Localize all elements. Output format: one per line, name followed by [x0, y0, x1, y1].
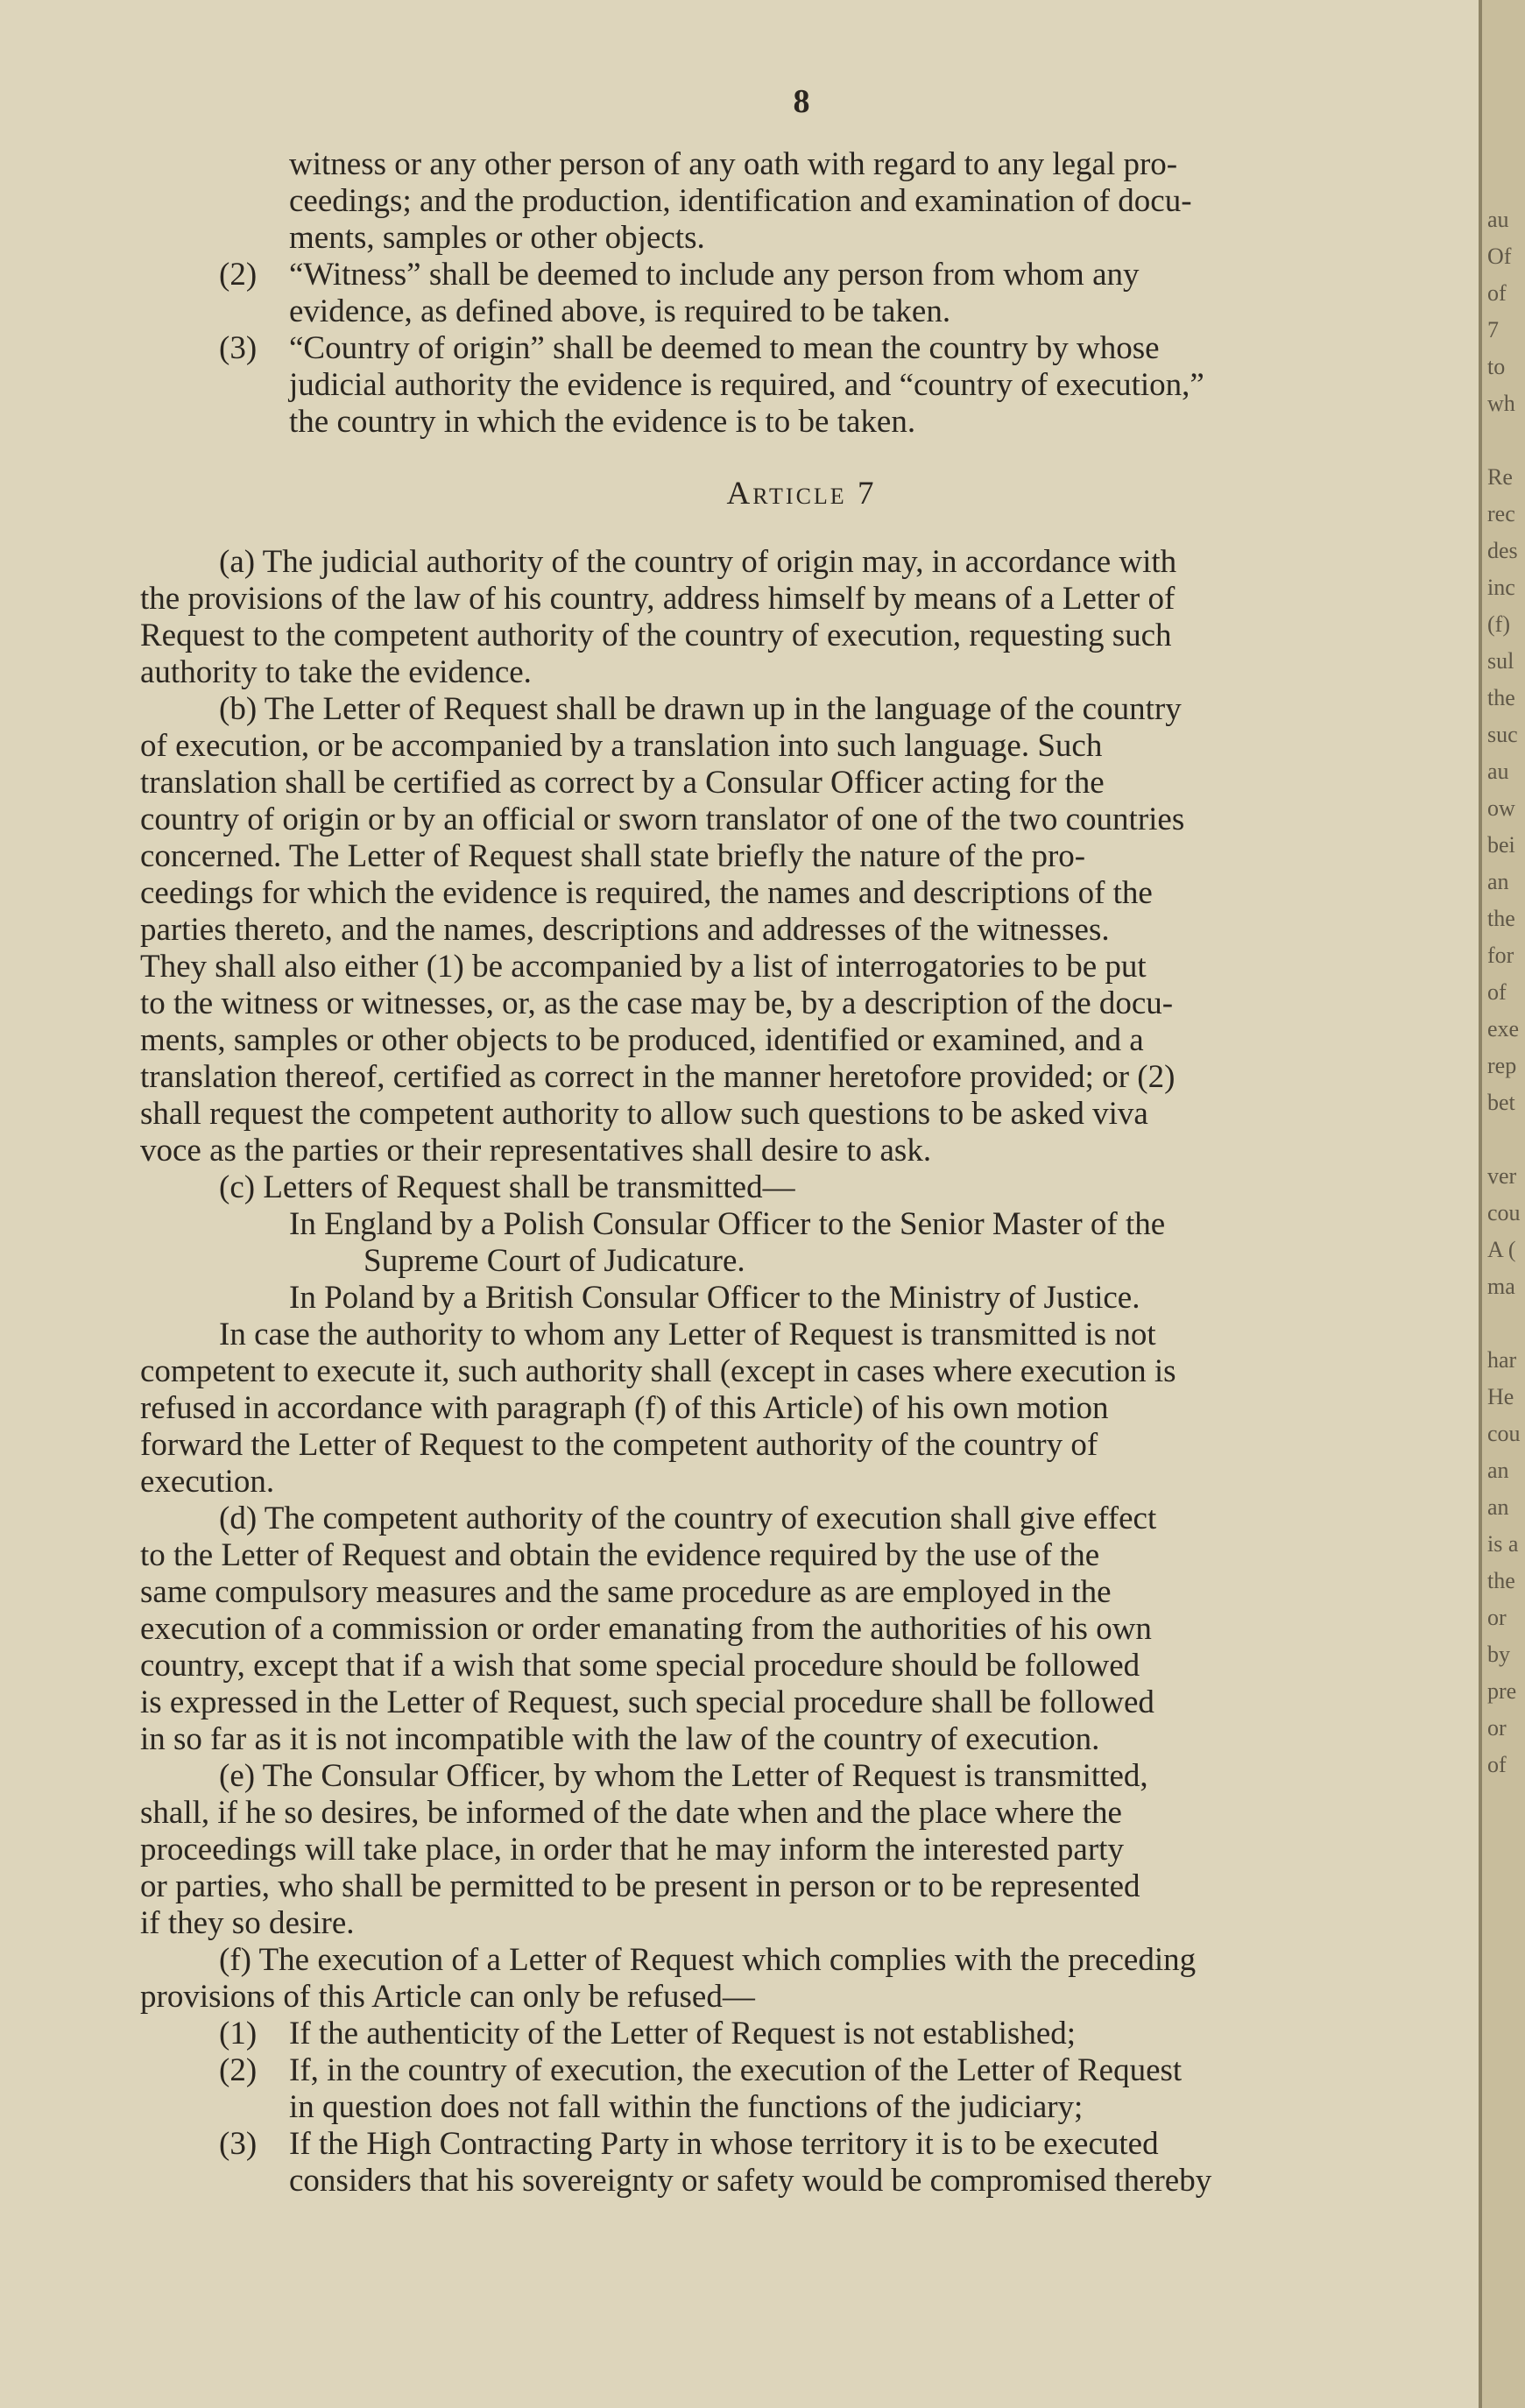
adjacent-page-fragment: bet: [1487, 1090, 1515, 1115]
adjacent-page-fragment: cou: [1487, 1421, 1521, 1446]
text-line: to the Letter of Request and obtain the evidence required by the use of the: [140, 1537, 1100, 1573]
adjacent-page-fragment: [1482, 1121, 1525, 1158]
adjacent-page-fragment: rep: [1487, 1053, 1517, 1078]
paragraph-d: [140, 1501, 1463, 1758]
adjacent-page-fragment: by: [1487, 1642, 1510, 1667]
text-line: “Country of origin” shall be deemed to mean the country by whose: [289, 330, 1160, 366]
adjacent-page-fragment: ma: [1487, 1274, 1515, 1299]
text-line: the provisions of the law of his country, address himself by means of a Letter of: [140, 581, 1176, 617]
adjacent-page-fragment: ow: [1487, 795, 1515, 821]
text-line: ceedings; and the production, identification and examination of docu-: [289, 183, 1192, 219]
adjacent-page-fragment: an: [1487, 1458, 1509, 1483]
text-line: parties thereto, and the names, descriptions and addresses of the witnesses.: [140, 912, 1110, 948]
adjacent-page-fragment: pre: [1487, 1678, 1517, 1704]
text-line: forward the Letter of Request to the competent authority of the country of: [140, 1427, 1098, 1463]
text-line: shall, if he so desires, be informed of the date when and the place where the: [140, 1795, 1122, 1831]
text-line: concerned. The Letter of Request shall state briefly the nature of the pro-: [140, 838, 1086, 874]
text-line: In England by a Polish Consular Officer to the Senior Master of the: [289, 1206, 1166, 1242]
adjacent-page-fragment: exe: [1487, 1016, 1520, 1042]
text-line: authority to take the evidence.: [140, 654, 532, 690]
adjacent-page-fragment: the: [1487, 906, 1515, 931]
definition-2: [140, 257, 1463, 330]
text-line: country, except that if a wish that some special procedure should be followed: [140, 1648, 1140, 1684]
adjacent-page-fragment: sul: [1487, 648, 1514, 674]
text-line: in so far as it is not incompatible with the law of the country of execution.: [140, 1721, 1100, 1757]
text-line: If the High Contracting Party in whose territory it is to be executed: [289, 2126, 1159, 2162]
text-line: the country in which the evidence is to be taken.: [289, 404, 916, 440]
adjacent-page-fragment: to: [1487, 354, 1506, 379]
text-line: competent to execute it, such authority shall (except in cases where execution is: [140, 1353, 1176, 1389]
text-line: Request to the competent authority of the country of execution, requesting such: [140, 618, 1172, 653]
text-line: provisions of this Article can only be refused—: [140, 1979, 755, 2015]
adjacent-page-fragment: suc: [1487, 722, 1518, 747]
text-line: “Witness” shall be deemed to include any person from whom any: [289, 257, 1140, 293]
text-line: Supreme Court of Judicature.: [364, 1243, 745, 1279]
adjacent-page-fragment: au: [1487, 207, 1509, 232]
text-line: (d) The competent authority of the country of execution shall give effect: [219, 1501, 1157, 1536]
adjacent-page-fragment: cou: [1487, 1200, 1521, 1225]
adjacent-page-fragment: inc: [1487, 575, 1515, 600]
adjacent-page-fragment: har: [1487, 1347, 1517, 1373]
text-line: (a) The judicial authority of the country of origin may, in accordance with: [219, 544, 1177, 580]
paragraph-a: [140, 544, 1463, 691]
adjacent-page-fragment: or: [1487, 1605, 1507, 1630]
text-line: translation thereof, certified as correct in the manner heretofore provided; or (2): [140, 1059, 1176, 1095]
adjacent-page-fragment: bei: [1487, 832, 1515, 858]
item-number: (3): [219, 2126, 258, 2162]
paragraph-b: [140, 691, 1463, 1169]
text-line: execution.: [140, 1464, 275, 1500]
text-line: (f) The execution of a Letter of Request which complies with the preceding: [219, 1942, 1197, 1978]
continuation-text: [140, 146, 1463, 257]
text-line: evidence, as defined above, is required to be taken.: [289, 293, 951, 329]
adjacent-page-fragment: or: [1487, 1715, 1507, 1741]
adjacent-page-fragment: Re: [1487, 464, 1513, 490]
adjacent-page-fragment: [1482, 422, 1525, 459]
text-line: translation shall be certified as correct by a Consular Officer acting for the: [140, 765, 1105, 801]
refusal-list: [140, 2016, 1463, 2200]
adjacent-page-fragment: He: [1487, 1384, 1514, 1409]
paragraph-c: [140, 1169, 1463, 1501]
text-line: voce as the parties or their representatives shall desire to ask.: [140, 1133, 932, 1169]
adjacent-page-fragment: ver: [1487, 1163, 1517, 1189]
adjacent-page-fragment: Of: [1487, 244, 1512, 269]
adjacent-page-fragment: au: [1487, 759, 1509, 784]
text-line: In case the authority to whom any Letter of Request is transmitted is not: [219, 1317, 1156, 1352]
text-line: ceedings for which the evidence is required, the names and descriptions of the: [140, 875, 1153, 911]
adjacent-page-fragment: wh: [1487, 391, 1515, 416]
text-line: in question does not fall within the functions of the judiciary;: [289, 2089, 1084, 2125]
item-number: (2): [219, 2052, 258, 2088]
page-text: [140, 83, 1463, 2200]
text-line: country of origin or by an official or sworn translator of one of the two countries: [140, 801, 1185, 837]
item-number: (1): [219, 2016, 258, 2051]
text-line: to the witness or witnesses, or, as the case may be, by a description of the docu-: [140, 985, 1174, 1021]
adjacent-page-fragment: the: [1487, 1568, 1515, 1593]
text-line: (c) Letters of Request shall be transmitted—: [219, 1169, 795, 1205]
adjacent-page-fragment: of: [1487, 280, 1507, 306]
adjacent-page-fragment: is a: [1487, 1531, 1519, 1557]
text-line: In Poland by a British Consular Officer to the Ministry of Justice.: [289, 1280, 1140, 1316]
text-line: (b) The Letter of Request shall be drawn up in the language of the country: [219, 691, 1182, 727]
page-number: 8: [793, 83, 810, 120]
text-line: of execution, or be accompanied by a translation into such language. Such: [140, 728, 1103, 764]
adjacent-page-fragment: [1482, 1305, 1525, 1342]
adjacent-page-fragment: the: [1487, 685, 1515, 710]
text-line: refused in accordance with paragraph (f) of this Article) of his own motion: [140, 1390, 1109, 1426]
text-line: ments, samples or other objects to be produced, identified or examined, and a: [140, 1022, 1144, 1058]
definition-3: [140, 330, 1463, 441]
adjacent-page-fragment: an: [1487, 1494, 1509, 1520]
text-line: same compulsory measures and the same procedure as are employed in the: [140, 1574, 1112, 1610]
adjacent-page-fragment: des: [1487, 538, 1518, 563]
text-line: judicial authority the evidence is required, and “country of execution,”: [289, 367, 1204, 403]
text-line: or parties, who shall be permitted to be present in person or to be represented: [140, 1868, 1140, 1904]
text-line: If, in the country of execution, the execution of the Letter of Request: [289, 2052, 1183, 2088]
text-line: They shall also either (1) be accompanied by a list of interrogatories to be put: [140, 949, 1147, 985]
adjacent-page-edge: [1479, 0, 1525, 2408]
adjacent-page-fragment: 7: [1487, 317, 1499, 342]
text-line: if they so desire.: [140, 1905, 355, 1941]
paragraph-e: [140, 1758, 1463, 1942]
text-line: is expressed in the Letter of Request, such special procedure shall be followed: [140, 1684, 1154, 1720]
text-line: (e) The Consular Officer, by whom the Letter of Request is transmitted,: [219, 1758, 1148, 1794]
paragraph-f: [140, 1942, 1463, 2016]
text-line: witness or any other person of any oath with regard to any legal pro-: [289, 146, 1178, 182]
text-line: considers that his sovereignty or safety would be compromised thereby: [289, 2163, 1212, 2199]
adjacent-page-fragment: for: [1487, 943, 1514, 968]
adjacent-page-fragments: [1482, 0, 1525, 1783]
adjacent-page-fragment: A (: [1487, 1237, 1516, 1262]
article-heading: Article 7: [726, 476, 877, 512]
text-line: proceedings will take place, in order that he may inform the interested party: [140, 1832, 1124, 1868]
item-number: (3): [219, 330, 258, 366]
adjacent-page-fragment: of: [1487, 1752, 1507, 1777]
text-line: execution of a commission or order emanating from the authorities of his own: [140, 1611, 1152, 1647]
adjacent-page-fragment: an: [1487, 869, 1509, 894]
text-line: shall request the competent authority to allow such questions to be asked viva: [140, 1096, 1148, 1132]
adjacent-page-fragment: rec: [1487, 501, 1515, 526]
adjacent-page-fragment: (f): [1487, 611, 1510, 637]
adjacent-page-fragment: of: [1487, 979, 1507, 1005]
item-number: (2): [219, 257, 258, 293]
text-line: ments, samples or other objects.: [289, 220, 705, 256]
text-line: If the authenticity of the Letter of Request is not established;: [289, 2016, 1077, 2051]
